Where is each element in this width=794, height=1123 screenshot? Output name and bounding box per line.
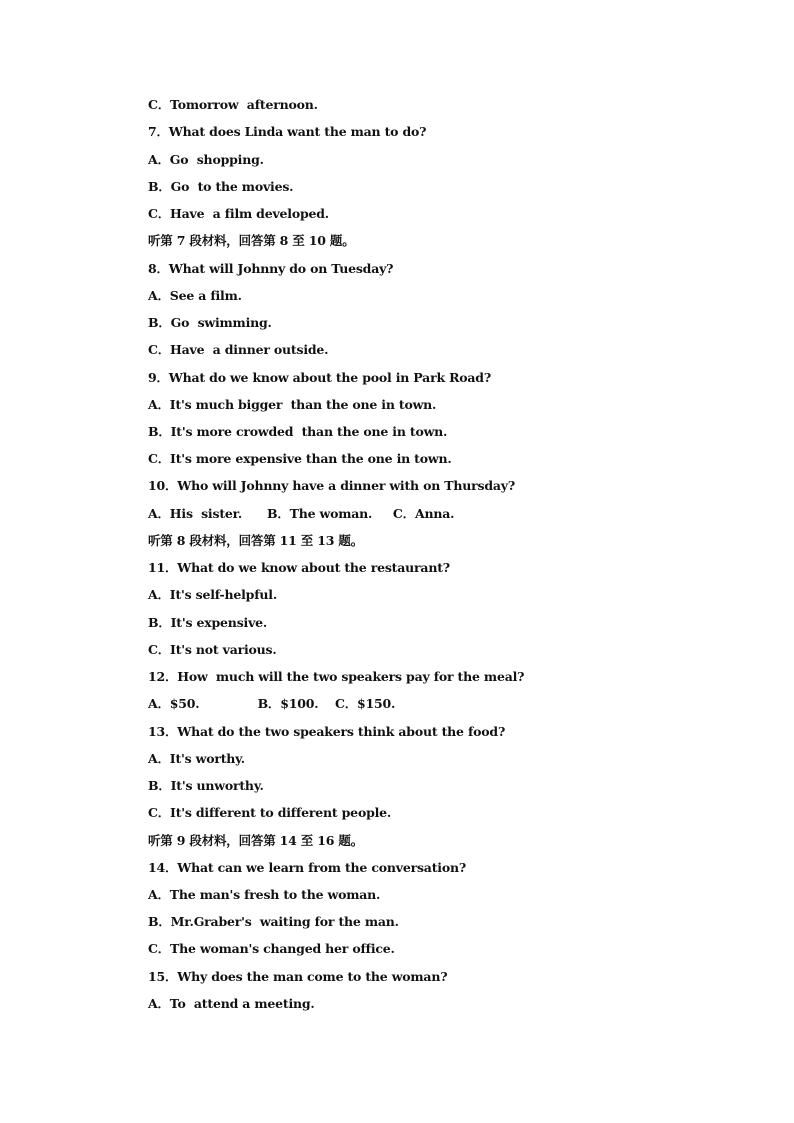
question-9: 9．What do we know about the pool in Park Road?: [148, 370, 491, 385]
question-10: 10．Who will Johnny have a dinner with on Thursday?: [148, 478, 515, 493]
option-a-q15: A．To attend a meeting.: [148, 996, 315, 1011]
option-c-q9: C．It's more expensive than the one in town.: [148, 451, 452, 466]
option-b-q9: B．It's more crowded than the one in town.: [148, 424, 448, 439]
option-c-q7: C．Have a film developed.: [148, 206, 329, 221]
option-b-q8: B．Go swimming.: [148, 315, 272, 330]
option-a-q11: A．It's self-helpful.: [148, 587, 277, 602]
question-13: 13．What do the two speakers think about the food?: [148, 724, 506, 739]
option-b-q11: B．It's expensive.: [148, 615, 268, 630]
section-heading-8: 听第 8 段材料，回答第 11 至 13 题。: [148, 533, 363, 548]
option-c-q6: C．Tomorrow afternoon.: [148, 97, 318, 112]
option-a-q14: A．The man's fresh to the woman.: [148, 887, 381, 902]
option-b-q14: B．Mr.Graber's waiting for the man.: [148, 914, 399, 929]
options-q10: A．His sister. B．The woman. C．Anna.: [148, 506, 455, 521]
question-14: 14．What can we learn from the conversation?: [148, 860, 466, 875]
section-heading-9: 听第 9 段材料，回答第 14 至 16 题。: [148, 833, 363, 848]
question-8: 8．What will Johnny do on Tuesday?: [148, 261, 394, 276]
section-heading-7: 听第 7 段材料，回答第 8 至 10 题。: [148, 233, 355, 248]
question-15: 15．Why does the man come to the woman?: [148, 969, 448, 984]
option-a-q7: A．Go shopping.: [148, 152, 264, 167]
option-c-q8: C．Have a dinner outside.: [148, 342, 329, 357]
option-a-q9: A．It's much bigger than the one in town.: [148, 397, 437, 412]
options-q12: A．$50. B．$100. C．$150.: [148, 696, 396, 711]
option-b-q7: B．Go to the movies.: [148, 179, 294, 194]
option-c-q14: C．The woman's changed her office.: [148, 941, 395, 956]
option-c-q11: C．It's not various.: [148, 642, 277, 657]
question-11: 11．What do we know about the restaurant?: [148, 560, 450, 575]
question-7: 7．What does Linda want the man to do?: [148, 124, 427, 139]
option-c-q13: C．It's different to different people.: [148, 805, 392, 820]
option-a-q8: A．See a film.: [148, 288, 242, 303]
option-a-q13: A．It's worthy.: [148, 751, 245, 766]
option-b-q13: B．It's unworthy.: [148, 778, 264, 793]
question-12: 12．How much will the two speakers pay for the meal?: [148, 669, 525, 684]
